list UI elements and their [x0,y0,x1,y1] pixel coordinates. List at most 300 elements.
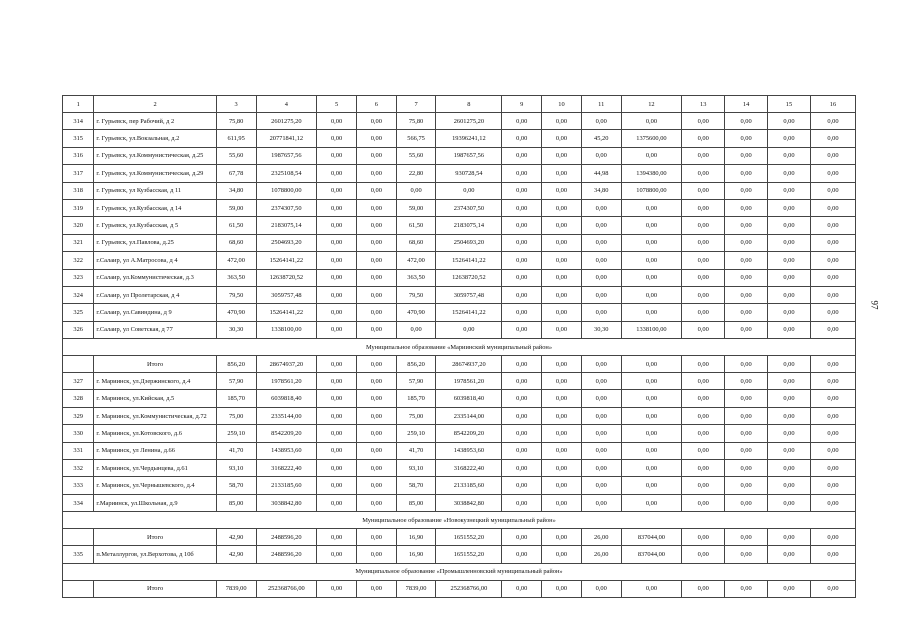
table-cell: г. Мариинск, ул.Чердынцева, д.61 [94,460,216,477]
table-cell: 0,00 [542,546,582,563]
table-cell: 41,70 [396,442,436,459]
table-cell: 0,00 [682,321,725,338]
table-cell: 0,00 [542,373,582,390]
table-cell: г.Салаир, ул.Савиндина, д 9 [94,304,216,321]
table-cell: 0,00 [581,113,621,130]
table-cell: 1338100,00 [621,321,682,338]
table-cell: 0,00 [436,182,502,199]
table-cell: 26,00 [581,529,621,546]
table-cell: 0,00 [768,113,811,130]
table-cell: г. Гурьевск, ул Кузбасская, д 11 [94,182,216,199]
table-cell: 0,00 [542,199,582,216]
table-cell: 0,00 [317,199,357,216]
table-cell: 363,50 [216,269,256,286]
table-cell: 0,00 [768,286,811,303]
table-row [63,304,856,321]
table-cell: 0,00 [317,356,357,373]
table-cell: 0,00 [581,252,621,269]
table-cell: 1978561,20 [256,373,317,390]
table-cell: 0,00 [581,407,621,424]
table-cell: 0,00 [542,425,582,442]
table-cell: 0,00 [502,407,542,424]
table-cell: 0,00 [317,442,357,459]
table-cell: 1375600,00 [621,130,682,147]
table-cell: г. Мариинск, ул.Коммунистическая, д.72 [94,407,216,424]
table-cell: 0,00 [502,529,542,546]
table-cell: 0,00 [317,494,357,511]
table-cell: 315 [63,130,94,147]
table-cell: 22,80 [396,165,436,182]
table-cell: г. Мариинск, ул.Кийская, д.5 [94,390,216,407]
table-cell: г. Мариинск, ул.Дзержинского, д.4 [94,373,216,390]
table-row [63,477,856,494]
table-cell: 1987657,56 [256,147,317,164]
table-cell: 0,00 [621,286,682,303]
table-cell: 0,00 [682,304,725,321]
table-cell: 0,00 [581,442,621,459]
table-cell: 0,00 [502,494,542,511]
table-cell: 0,00 [682,442,725,459]
table-cell: 0,00 [502,199,542,216]
table-cell: 1394380,00 [621,165,682,182]
table-cell: 75,00 [216,407,256,424]
table-cell: г.Мариинск, ул.Школьная, д.9 [94,494,216,511]
table-cell: 0,00 [621,199,682,216]
table-cell: 0,00 [682,182,725,199]
table-cell: г. Гурьевск, ул.Вокзальная, д.2 [94,130,216,147]
table-cell: 322 [63,252,94,269]
table-cell: 0,00 [317,373,357,390]
data-table [62,95,856,598]
table-cell: 331 [63,442,94,459]
table-cell: 75,00 [396,407,436,424]
table-cell: 566,75 [396,130,436,147]
table-row [63,199,856,216]
table-cell: 7839,00 [396,580,436,597]
table-cell: 0,00 [725,460,768,477]
table-cell: 327 [63,373,94,390]
table-cell: г.Салаир, ул.Коммунистическая, д.3 [94,269,216,286]
table-cell: 0,00 [317,390,357,407]
table-cell: 321 [63,234,94,251]
section-title: Муниципальное образование «Новокузнецкий муниципальный район» [63,512,856,529]
table-cell: 0,00 [768,147,811,164]
table-cell: 0,00 [356,286,396,303]
table-cell: 0,00 [810,356,855,373]
table-cell: 0,00 [768,529,811,546]
table-cell: 0,00 [768,460,811,477]
table-cell: 0,00 [502,252,542,269]
table-cell: 0,00 [542,460,582,477]
table-cell: 44,98 [581,165,621,182]
table-cell: 0,00 [581,234,621,251]
table-cell: 0,00 [317,304,357,321]
table-cell: 470,90 [216,304,256,321]
table-cell: 0,00 [502,356,542,373]
table-cell: 252368766,00 [436,580,502,597]
table-cell: 0,00 [542,477,582,494]
table-cell: 0,00 [810,269,855,286]
table-row [63,546,856,563]
table-cell: 837044,00 [621,529,682,546]
section-row [63,339,856,356]
table-row [63,252,856,269]
table-cell: 59,00 [216,199,256,216]
table-cell: 16,90 [396,546,436,563]
table-cell: 0,00 [682,234,725,251]
table-cell: 0,00 [356,580,396,597]
table-cell: 0,00 [317,182,357,199]
table-cell: Итого [94,529,216,546]
table-cell: 2374307,50 [436,199,502,216]
table-cell: г. Гурьевск, ул.Коммунистическая, д.29 [94,165,216,182]
table-cell: 0,00 [810,304,855,321]
table-cell: 0,00 [356,199,396,216]
table-cell: 0,00 [725,407,768,424]
table-cell: 30,30 [581,321,621,338]
table-cell: г. Гурьевск, пер Рабочий, д 2 [94,113,216,130]
table-cell: 856,20 [396,356,436,373]
table-cell: 0,00 [356,130,396,147]
table-cell: 1078800,00 [256,182,317,199]
table-cell: 0,00 [581,199,621,216]
table-cell: 2183075,14 [256,217,317,234]
table-cell: 0,00 [581,425,621,442]
table-cell: 0,00 [542,165,582,182]
table-cell: 326 [63,321,94,338]
table-cell: 0,00 [542,321,582,338]
table-cell: 0,00 [725,182,768,199]
table-cell: 0,00 [682,199,725,216]
table-cell: 0,00 [356,165,396,182]
table-cell: 0,00 [356,425,396,442]
table-cell: 333 [63,477,94,494]
table-cell: г.Салаир, ул Пролетарская, д 4 [94,286,216,303]
table-cell: 0,00 [581,286,621,303]
table-cell: 259,10 [396,425,436,442]
table-cell: г. Гурьевск, ул.Коммунистическая, д.25 [94,147,216,164]
table-cell: 0,00 [621,234,682,251]
table-cell: 55,60 [396,147,436,164]
table-cell: 0,00 [502,269,542,286]
table-cell: г. Гурьевск, ул.Павлова, д.25 [94,234,216,251]
table-cell: 0,00 [356,460,396,477]
table-cell: 0,00 [502,113,542,130]
table-cell: 79,50 [216,286,256,303]
column-header: 13 [682,96,725,113]
table-cell: 2335144,00 [256,407,317,424]
table-cell: 0,00 [682,217,725,234]
table-cell: 0,00 [621,304,682,321]
table-cell: 0,00 [810,580,855,597]
table-cell: 0,00 [810,165,855,182]
table-cell: 0,00 [542,147,582,164]
table-cell [63,529,94,546]
table-cell: 0,00 [542,529,582,546]
table-cell: 185,70 [216,390,256,407]
table-cell: 0,00 [502,304,542,321]
table-cell: Итого [94,580,216,597]
table-cell: 8542209,20 [256,425,317,442]
table-cell: 28674937,20 [256,356,317,373]
table-cell: 0,00 [682,130,725,147]
table-cell: 0,00 [621,269,682,286]
table-cell: 0,00 [502,477,542,494]
table-cell: 0,00 [317,477,357,494]
table-cell: 0,00 [810,390,855,407]
table-cell: 0,00 [621,442,682,459]
table-cell: 856,20 [216,356,256,373]
table-cell: 0,00 [502,182,542,199]
table-cell: 0,00 [581,304,621,321]
table-row [63,130,856,147]
column-header: 2 [94,96,216,113]
table-cell: 0,00 [542,217,582,234]
table-cell: 2504693,20 [256,234,317,251]
table-cell: 0,00 [682,494,725,511]
table-cell: 0,00 [725,580,768,597]
table-body [63,96,856,598]
table-cell: 0,00 [810,252,855,269]
column-header: 6 [356,96,396,113]
table-cell: 2133185,60 [436,477,502,494]
table-cell: 85,00 [216,494,256,511]
table-cell: 472,00 [216,252,256,269]
table-cell: 61,50 [396,217,436,234]
table-cell: 470,90 [396,304,436,321]
table-cell: 0,00 [768,442,811,459]
section-row [63,563,856,580]
table-cell: 0,00 [317,165,357,182]
table-cell: 318 [63,182,94,199]
column-header: 12 [621,96,682,113]
table-cell: 3038842,80 [256,494,317,511]
table-cell: 8542209,20 [436,425,502,442]
table-cell: 0,00 [621,580,682,597]
table-cell: 334 [63,494,94,511]
table-cell: 0,00 [621,373,682,390]
table-cell: 1651552,20 [436,546,502,563]
table-cell: 0,00 [768,182,811,199]
table-cell: 0,00 [581,269,621,286]
table-cell: 0,00 [725,217,768,234]
table-cell: 0,00 [725,234,768,251]
table-cell: 0,00 [317,252,357,269]
table-cell: 0,00 [725,529,768,546]
table-cell: 0,00 [542,252,582,269]
table-cell: 0,00 [725,286,768,303]
header-row [63,96,856,113]
table-cell: 0,00 [317,529,357,546]
table-cell: 0,00 [768,425,811,442]
table-cell: г. Гурьевск, ул.Кузбасская, д 5 [94,217,216,234]
table-cell: 0,00 [502,165,542,182]
table-cell: 0,00 [542,407,582,424]
table-cell: 0,00 [542,113,582,130]
table-cell: 0,00 [581,477,621,494]
table-cell: 259,10 [216,425,256,442]
table-cell: 55,60 [216,147,256,164]
table-cell: 0,00 [725,494,768,511]
column-header: 11 [581,96,621,113]
table-cell: 0,00 [810,546,855,563]
table-cell: 0,00 [768,269,811,286]
document-sheet [62,95,856,598]
table-cell: 0,00 [317,147,357,164]
table-cell: 930728,54 [436,165,502,182]
table-cell: 0,00 [502,460,542,477]
table-cell: 0,00 [436,321,502,338]
table-cell: 2183075,14 [436,217,502,234]
table-cell: 0,00 [810,217,855,234]
table-cell: 0,00 [581,217,621,234]
table-cell: 0,00 [542,234,582,251]
table-cell: 0,00 [621,407,682,424]
table-cell: 0,00 [682,425,725,442]
table-cell: 15264141,22 [256,304,317,321]
table-cell: 2325108,54 [256,165,317,182]
table-row [63,442,856,459]
table-cell: 0,00 [725,147,768,164]
table-cell: г. Мариинск, ул.Чернышевского, д.4 [94,477,216,494]
table-cell: 0,00 [621,425,682,442]
table-row [63,269,856,286]
table-cell: 0,00 [725,356,768,373]
table-cell: 0,00 [542,130,582,147]
table-cell: 0,00 [356,147,396,164]
table-cell: 0,00 [317,407,357,424]
table-cell: 0,00 [317,546,357,563]
table-cell: 1651552,20 [436,529,502,546]
table-cell: 0,00 [810,113,855,130]
table-cell: 363,50 [396,269,436,286]
table-cell: 0,00 [682,407,725,424]
table-cell: 0,00 [356,252,396,269]
column-header: 8 [436,96,502,113]
table-cell: 15264141,22 [436,304,502,321]
table-cell: 1438953,60 [436,442,502,459]
table-cell: 0,00 [682,356,725,373]
table-cell: 0,00 [581,373,621,390]
table-cell: 2133185,60 [256,477,317,494]
total-row [63,356,856,373]
table-cell: 0,00 [356,442,396,459]
table-cell: 93,10 [396,460,436,477]
table-cell: 0,00 [542,286,582,303]
table-cell: 0,00 [725,442,768,459]
table-cell: 0,00 [810,477,855,494]
table-cell: 0,00 [810,199,855,216]
table-cell: 320 [63,217,94,234]
table-cell: 79,50 [396,286,436,303]
page-number: 97 [869,300,880,310]
table-cell: 16,90 [396,529,436,546]
table-cell: 42,90 [216,529,256,546]
table-cell: 0,00 [317,321,357,338]
table-cell: 0,00 [542,580,582,597]
table-cell: 0,00 [768,234,811,251]
table-cell: 3038842,80 [436,494,502,511]
table-cell: 0,00 [725,546,768,563]
table-cell: 0,00 [682,460,725,477]
table-cell: 0,00 [768,390,811,407]
table-cell: 0,00 [317,286,357,303]
table-cell: 0,00 [502,147,542,164]
table-row [63,390,856,407]
table-cell: 325 [63,304,94,321]
table-cell: 30,30 [216,321,256,338]
table-cell: 75,80 [216,113,256,130]
column-header: 4 [256,96,317,113]
table-cell: 0,00 [810,147,855,164]
table-cell: 0,00 [356,234,396,251]
table-cell: 0,00 [725,321,768,338]
table-cell: 0,00 [621,460,682,477]
table-row [63,460,856,477]
table-cell: 67,78 [216,165,256,182]
table-cell: 0,00 [810,494,855,511]
table-cell: 837044,00 [621,546,682,563]
table-cell: 0,00 [502,217,542,234]
table-cell: 0,00 [682,529,725,546]
total-row [63,529,856,546]
table-cell: 0,00 [542,269,582,286]
table-cell: 0,00 [682,390,725,407]
table-cell: 323 [63,269,94,286]
table-cell: 0,00 [768,494,811,511]
table-cell: 0,00 [356,269,396,286]
table-cell: 2601275,20 [436,113,502,130]
table-cell: 3168222,40 [436,460,502,477]
table-cell: 58,70 [396,477,436,494]
table-cell: 0,00 [810,182,855,199]
table-cell: 0,00 [502,373,542,390]
table-cell: 12638720,52 [436,269,502,286]
column-header: 9 [502,96,542,113]
table-cell: 0,00 [682,373,725,390]
table-cell: 328 [63,390,94,407]
table-cell: 0,00 [317,269,357,286]
table-cell: 0,00 [356,477,396,494]
table-cell: 0,00 [542,304,582,321]
table-row [63,165,856,182]
table-cell: 0,00 [682,546,725,563]
table-cell: 317 [63,165,94,182]
table-cell: 15264141,22 [436,252,502,269]
table-cell: 0,00 [502,425,542,442]
table-cell: 0,00 [502,442,542,459]
table-cell: 0,00 [768,477,811,494]
table-cell: 0,00 [542,390,582,407]
table-cell: 0,00 [502,390,542,407]
table-cell: 0,00 [621,113,682,130]
table-cell: 0,00 [317,425,357,442]
table-cell: 0,00 [725,425,768,442]
table-cell: 0,00 [768,321,811,338]
table-cell: 0,00 [317,460,357,477]
table-cell: 0,00 [396,321,436,338]
table-cell: г. Гурьевск, ул.Кузбасская, д 14 [94,199,216,216]
table-cell: 0,00 [356,304,396,321]
table-cell: 57,90 [216,373,256,390]
column-header: 14 [725,96,768,113]
table-cell: 3059757,48 [256,286,317,303]
table-cell: Итого [94,356,216,373]
table-cell: 0,00 [768,130,811,147]
table-cell: 0,00 [317,234,357,251]
table-cell: 0,00 [725,165,768,182]
column-header: 5 [317,96,357,113]
